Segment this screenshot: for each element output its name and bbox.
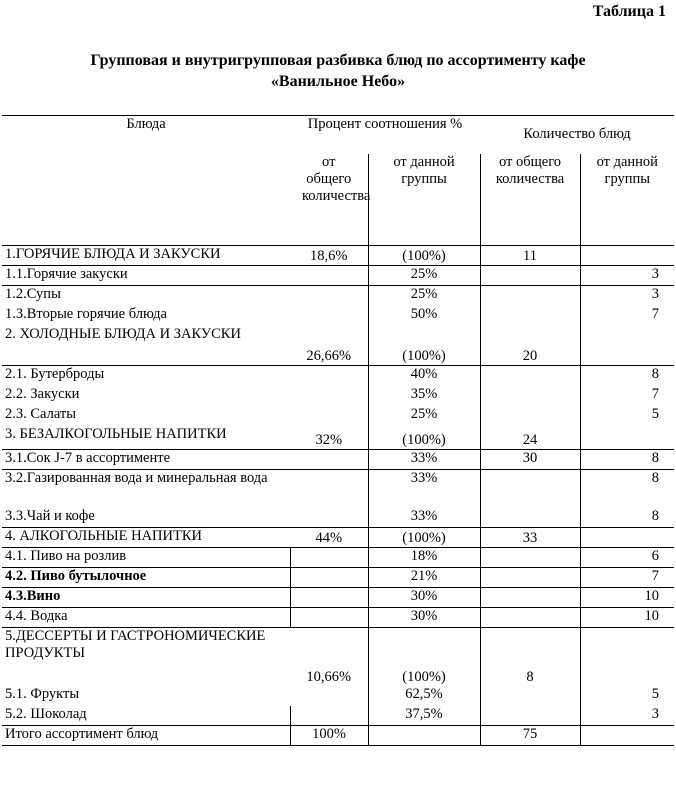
cell-pct-group: 33% — [368, 508, 480, 528]
table-row — [2, 470, 674, 508]
cell-name: 4.1. Пиво на розлив — [2, 548, 290, 568]
cell-pct-group: 25% — [368, 266, 480, 286]
cell-cnt-group — [580, 628, 674, 686]
cell-pct-total — [290, 686, 368, 706]
cell-pct-group: 18% — [368, 548, 480, 568]
cell-cnt-total: 24 — [480, 426, 580, 450]
cell-pct-total — [290, 568, 368, 588]
cell-cnt-group — [580, 426, 674, 450]
cell-cnt-group: 8 — [580, 470, 674, 508]
cell-cnt-group: 7 — [580, 306, 674, 326]
cell-pct-total — [290, 588, 368, 608]
cell-name: 4.2. Пиво бутылочное — [2, 568, 290, 588]
cell-pct-group — [368, 726, 480, 746]
cell-name: 1.2.Супы — [5, 286, 61, 302]
table-row — [2, 406, 674, 426]
cell-pct-group: 30% — [368, 608, 480, 628]
header-pct-total: от общего количества — [290, 154, 368, 246]
table-row — [2, 628, 674, 686]
table-row — [2, 706, 674, 726]
cell-pct-group: (100%) — [368, 246, 480, 266]
cell-name: 2. ХОЛОДНЫЕ БЛЮДА И ЗАКУСКИ — [2, 326, 290, 366]
cell-pct-total: 100% — [290, 726, 368, 746]
cell-pct-total: 26,66% — [290, 326, 368, 366]
cell-cnt-total — [480, 588, 580, 608]
cell-pct-group: 33% — [368, 470, 480, 508]
cell-cnt-total — [480, 686, 580, 706]
header-percent: Процент соотношения % — [290, 116, 480, 154]
cell-name: Итого ассортимент блюд — [2, 726, 290, 746]
cell-pct-group: 40% — [368, 366, 480, 386]
cell-cnt-total — [480, 366, 580, 386]
cell-pct-group: 37,5% — [368, 706, 480, 726]
cell-name: 3.1.Сок J-7 в ассортименте — [2, 450, 290, 470]
table-row — [2, 306, 674, 326]
cell-pct-group: 25% — [368, 406, 480, 426]
cell-name: 4.3.Вино — [2, 588, 290, 608]
header-dishes: Блюда — [2, 116, 290, 154]
cell-cnt-total — [480, 306, 580, 326]
cell-name: 4. АЛКОГОЛЬНЫЕ НАПИТКИ — [2, 528, 290, 548]
table-row — [2, 286, 674, 306]
cell-pct-total — [290, 386, 368, 406]
cell-pct-total — [290, 508, 368, 528]
header-cnt-total: от общего количества — [480, 154, 580, 246]
cell-pct-total: 18,6% — [290, 246, 368, 266]
table-row — [2, 266, 674, 286]
cell-pct-total — [290, 266, 368, 286]
cell-cnt-total — [480, 470, 580, 508]
cell-cnt-total — [480, 386, 580, 406]
cell-pct-total: 10,66% — [306, 668, 352, 685]
cell-name: 5.1. Фрукты — [5, 685, 80, 702]
cell-pct-total — [290, 286, 368, 306]
cell-cnt-total — [480, 548, 580, 568]
cell-cnt-group: 8 — [580, 450, 674, 470]
cell-cnt-group: 8 — [580, 366, 674, 386]
cell-pct-total — [290, 306, 368, 326]
cell-cnt-group: 10 — [580, 588, 674, 608]
table-row — [2, 326, 674, 366]
cell-cnt-group: 7 — [580, 568, 674, 588]
cell-pct-total — [290, 548, 368, 568]
cell-cnt-group: 3 — [580, 706, 674, 726]
page-title — [0, 50, 676, 92]
table-row — [2, 726, 674, 746]
cell-cnt-total: 20 — [480, 326, 580, 366]
cell-pct-group: 25% — [368, 286, 480, 306]
cell-cnt-group — [580, 326, 674, 366]
cell-cnt-group: 10 — [580, 608, 674, 628]
cell-pct-total — [290, 406, 368, 426]
cell-cnt-group: 6 — [580, 548, 674, 568]
table-row — [2, 588, 674, 608]
cell-name: 4.4. Водка — [2, 608, 290, 628]
cell-cnt-group: 3 — [580, 286, 674, 306]
cell-cnt-total: 30 — [480, 450, 580, 470]
header-cnt-group: от данной группы — [596, 153, 658, 187]
cell-name: 3.3.Чай и кофе — [2, 508, 290, 528]
cell-cnt-total: 11 — [480, 246, 580, 266]
cell-pct-group: 33% — [368, 450, 480, 470]
cell-name: 3.2.Газированная вода и минеральная вода — [5, 470, 268, 486]
title-line-2: «Ванильное Небо» — [270, 73, 406, 90]
cell-cnt-total: 8 — [480, 628, 580, 686]
cell-cnt-total — [480, 568, 580, 588]
cell-cnt-group — [580, 726, 674, 746]
table-row — [2, 528, 674, 548]
assortment-table — [2, 115, 674, 746]
cell-cnt-group: 7 — [580, 386, 674, 406]
title-line-1: Групповая и внутригрупповая разбивка блюд по ассортименту кафе — [90, 52, 586, 69]
cell-cnt-group: 3 — [580, 266, 674, 286]
cell-cnt-total — [480, 286, 580, 306]
table-row — [2, 686, 674, 706]
cell-pct-total — [290, 470, 368, 508]
cell-cnt-total — [480, 406, 580, 426]
cell-name: 2.3. Салаты — [5, 405, 76, 422]
cell-pct-group: 21% — [368, 568, 480, 588]
cell-cnt-group: 8 — [580, 508, 674, 528]
cell-cnt-total — [480, 266, 580, 286]
table-row — [2, 548, 674, 568]
cell-name: 1.ГОРЯЧИЕ БЛЮДА И ЗАКУСКИ — [2, 246, 290, 266]
cell-name: 5.ДЕССЕРТЫ И ГАСТРОНОМИЧЕСКИЕ ПРОДУКТЫ — [5, 628, 266, 661]
header-count: Количество блюд — [480, 116, 674, 154]
table-row — [2, 608, 674, 628]
cell-cnt-group: 5 — [580, 406, 674, 426]
table-row — [2, 568, 674, 588]
cell-cnt-total — [480, 608, 580, 628]
cell-pct-group: 35% — [368, 386, 480, 406]
cell-name: 5.2. Шоколад — [2, 706, 290, 726]
table-row — [2, 426, 674, 450]
cell-pct-group: (100%) — [368, 426, 480, 450]
cell-pct-total: 44% — [290, 528, 368, 548]
cell-name: 3. БЕЗАЛКОГОЛЬНЫЕ НАПИТКИ — [2, 426, 290, 450]
cell-cnt-total — [480, 508, 580, 528]
cell-name: 1.1.Горячие закуски — [2, 266, 290, 286]
cell-pct-total — [290, 366, 368, 386]
table-row — [2, 366, 674, 386]
cell-pct-group: 50% — [368, 306, 480, 326]
cell-pct-total: 32% — [290, 426, 368, 450]
cell-cnt-group — [580, 246, 674, 266]
cell-pct-group: 62,5% — [368, 686, 480, 706]
cell-pct-total — [290, 608, 368, 628]
cell-name: 1.3.Вторые горячие блюда — [5, 305, 167, 322]
cell-pct-total — [290, 706, 368, 726]
table-row — [2, 386, 674, 406]
cell-cnt-group — [580, 528, 674, 548]
cell-pct-group: 30% — [368, 588, 480, 608]
table-row — [2, 450, 674, 470]
table-row — [2, 508, 674, 528]
cell-pct-group: (100%) — [368, 326, 480, 366]
table-row — [2, 246, 674, 266]
cell-pct-group: (100%) — [368, 628, 480, 686]
cell-pct-total — [290, 450, 368, 470]
cell-pct-group: (100%) — [368, 528, 480, 548]
cell-name: 2.1. Бутерброды — [5, 366, 105, 382]
header-pct-group: от данной группы — [393, 153, 455, 187]
cell-cnt-group: 5 — [580, 686, 674, 706]
cell-name: 2.2. Закуски — [5, 385, 80, 402]
cell-cnt-total: 75 — [480, 726, 580, 746]
cell-cnt-total: 33 — [480, 528, 580, 548]
cell-cnt-total — [480, 706, 580, 726]
table-caption: Таблица 1 — [592, 3, 666, 20]
